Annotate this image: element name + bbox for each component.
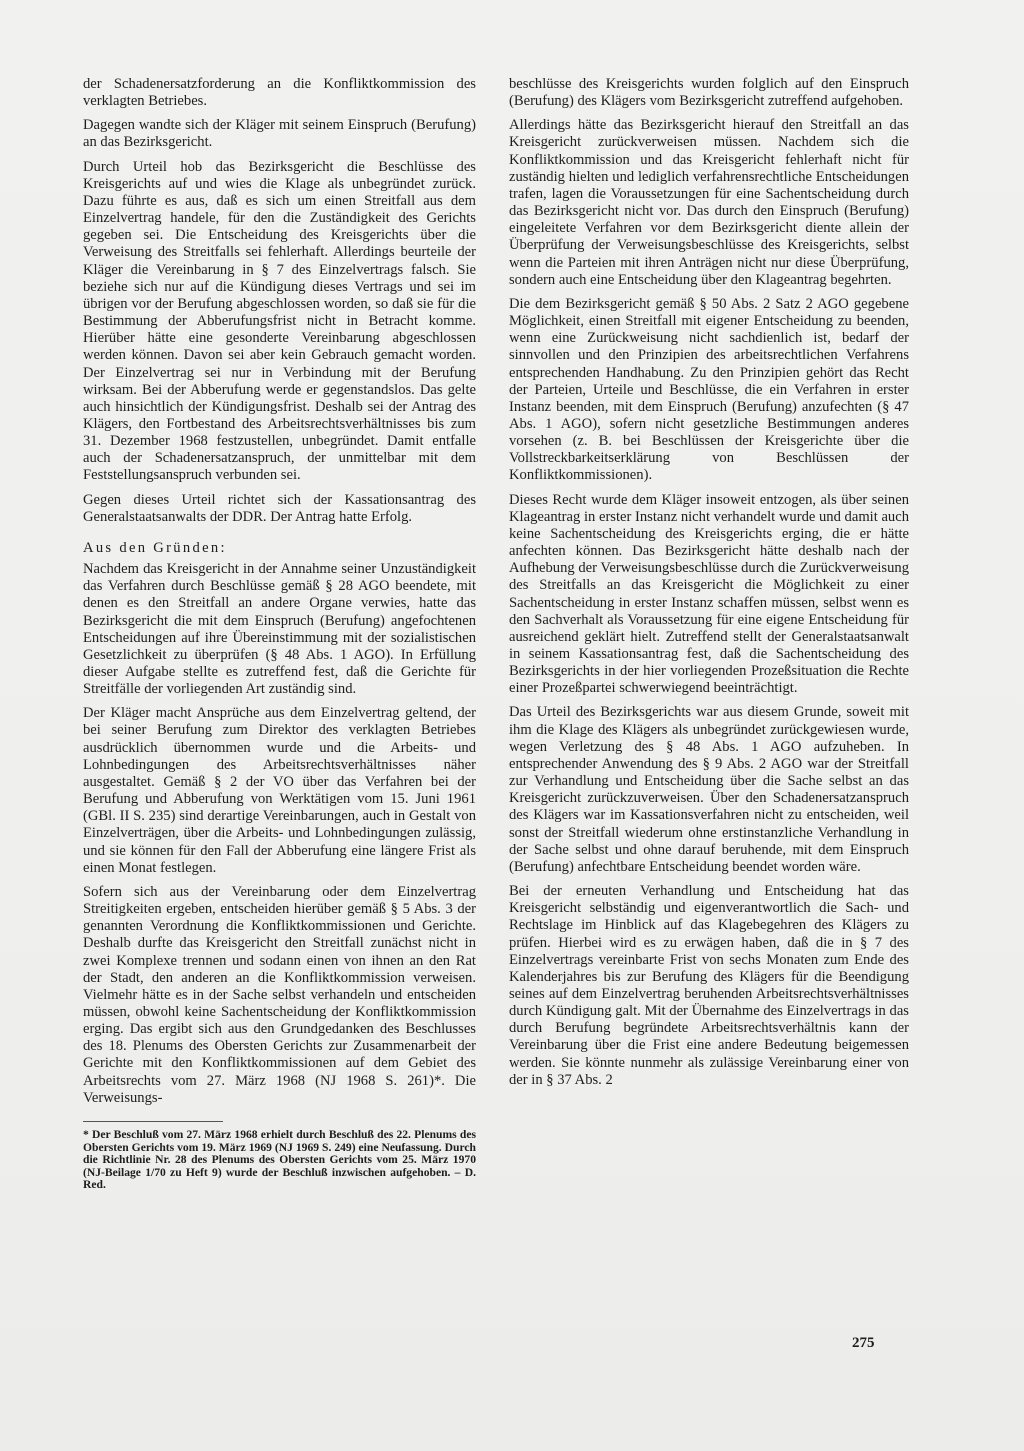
paragraph: Der Kläger macht Ansprüche aus dem Einzelvertrag geltend, der bei seiner Berufung zum Direktor des verklagten Betriebes ausdrücklich übernommen wurde und die Arbeits- und Lohnbedingungen des Arbeitsrechtsverhältnisses näher ausgestaltet. Gemäß § 2 der VO über das Verfahren bei der Berufung und Abberufung von Werktätigen vom 15. Juni 1961 (GBl. II S. 235) sind derartige Vereinbarungen, auch in Gestalt von Einzelverträgen, über die Arbeits- und Lohnbedingungen zulässig, und sie können für den Fall der Abberufung eine längere Frist als einen Monat festlegen. [83, 705, 476, 876]
paragraph: Gegen dieses Urteil richtet sich der Kassationsantrag des Generalstaatsanwalts der DDR. Der Antrag hatte Erfolg. [83, 491, 476, 525]
paragraph: Allerdings hätte das Bezirksgericht hierauf den Streitfall an das Kreisgericht zurückverweisen müssen. Nachdem sich die Konfliktkommission und das Kreisgericht fehlerhaft nicht für zuständig hielten und lediglich verfahrensrechtliche Entscheidungen trafen, lagen die Voraussetzungen für eine Sachentscheidung durch das Bezirksgericht nicht vor. Das durch den Einspruch (Berufung) eingeleitete Verfahren vor dem Bezirksgericht diente allein der Überprüfung der Verweisungsbeschlüsse des Kreisgerichts, selbst wenn die Parteien mit ihren Anträgen nicht nur diese Überprüfung, sondern auch eine Entscheidung über den Klageantrag begehrten. [509, 117, 909, 288]
left-column [83, 76, 476, 1199]
paragraph: Nachdem das Kreisgericht in der Annahme seiner Unzuständigkeit das Verfahren durch Beschlüsse gemäß § 28 AGO beendete, mit denen es den Streitfall an andere Organe verwies, hatte das Bezirksgericht die mit dem Einspruch (Berufung) angefochtenen Entscheidungen auf ihre Übereinstimmung mit der sozialistischen Gesetzlichkeit zu überprüfen (§ 48 Abs. 1 AGO). In Erfüllung dieser Aufgabe stellte es zutreffend fest, daß die Gerichte für Streitfälle der vorliegenden Art zuständig sind. [83, 561, 476, 698]
section-heading: Aus den Gründen: [83, 539, 227, 556]
paragraph: Das Urteil des Bezirksgerichts war aus diesem Grunde, soweit mit ihm die Klage des Klägers als unbegründet zurückgewiesen wurde, wegen Verletzung des § 48 Abs. 1 AGO aufzuheben. In entsprechender Anwendung des § 9 Abs. 2 AGO war der Streitfall zur Verhandlung und Entscheidung über die Sache selbst an das Kreisgericht zurückzuverweisen. Über den Schadenersatzanspruch des Klägers war im Kassationsverfahren nicht zu entscheiden, weil sonst der Streitfall wiederum ohne erstinstanzliche Verhandlung in der Sache selbst und ohne darauf beruhende, mit dem Einspruch (Berufung) anfechtbare Entscheidung beendet worden wäre. [509, 704, 909, 875]
paragraph: Durch Urteil hob das Bezirksgericht die Beschlüsse des Kreisgerichts auf und wies die Klage als unbegründet zurück. Dazu führte es aus, daß es sich um einen Streitfall aus dem Einzelvertrag handele, für den die Zuständigkeit des Gerichts gegeben sei. Die Entscheidung des Kreisgerichts über die Verweisung des Streitfalls sei fehlerhaft. Allerdings beurteile der Kläger die Vereinbarung in § 7 des Einzelvertrags falsch. Sie beziehe sich nur auf die Kündigung dieses Vertrags und sei im übrigen vor der Berufung abgeschlossen worden, so daß sie für die Bestimmung der Abberufungsfrist nicht in Betracht komme. Hierüber hätte eine gesonderte Vereinbarung abgeschlossen werden können. Davon sei aber kein Gebrauch gemacht worden. Der Einzelvertrag sei nur in Verbindung mit der Berufung wirksam. Bei der Abberufung werde er gegenstandslos. Das gelte auch hinsichtlich der Kündigungsfrist. Deshalb sei der Antrag des Klägers, den Fortbestand des Arbeitsrechtsverhältnisses bis zum 31. Dezember 1968 festzustellen, unbegründet. Damit entfalle auch der Schadenersatzanspruch, der unmittelbar mit dem Feststellungsanspruch verbunden sei. [83, 158, 476, 484]
right-column [509, 76, 909, 1096]
page-number: 275 [852, 1335, 875, 1351]
paragraph: Die dem Bezirksgericht gemäß § 50 Abs. 2 Satz 2 AGO gegebene Möglichkeit, einen Streitfall mit eigener Entscheidung zu beenden, wenn eine Zurückweisung nicht sachdienlich ist, bedarf der sinnvollen und den Prinzipien des arbeitsrechtlichen Verfahrens entsprechenden Handhabung. Zu den Prinzipien gehört das Recht der Parteien, Urteile und Beschlüsse, die ein Verfahren in erster Instanz beenden, mit dem Einspruch (Berufung) anzufechten (§ 47 Abs. 1 AGO), sofern nicht gesetzliche Bestimmungen anderes vorsehen (z. B. bei Beschlüssen der Kreisgerichte über die Vollstreckbarkeitserklärung von Beschlüssen der Konfliktkommissionen). [509, 295, 909, 484]
paragraph: Dieses Recht wurde dem Kläger insoweit entzogen, als über seinen Klageantrag in erster Instanz nicht verhandelt wurde und damit auch keine Sachentscheidung des Kreisgerichts erging, die er hätte anfechten können. Das Bezirksgericht hätte deshalb nach der Aufhebung der Verweisungsbeschlüsse durch die Zurückverweisung des Streitfalls an das Kreisgericht die Möglichkeit zu einer Sachentscheidung in erster Instanz schaffen müssen, selbst wenn es den Sachverhalt als Voraussetzung für eine eigene Entscheidung für ausreichend geklärt hielt. Zutreffend stellt der Generalstaatsanwalt in seinem Kassationsantrag fest, daß die Sachentscheidung des Bezirksgerichts in der hier vorliegenden Prozeßsituation die Rechte einer Prozeßpartei schwerwiegend beeinträchtigt. [509, 491, 909, 697]
paragraph: Bei der erneuten Verhandlung und Entscheidung hat das Kreisgericht selbständig und eigenverantwortlich die Sach- und Rechtslage im Hinblick auf das Klagebegehren des Klägers zu prüfen. Hierbei wird es zu erwägen haben, daß die in § 7 des Einzelvertrags vereinbarte Frist von sechs Monaten zum Ende des Kalenderjahres bis zur Berufung des Klägers für die Beendigung seines auf dem Einzelvertrag beruhenden Arbeitsrechtsverhältnisses durch Kündigung galt. Mit der Übernahme des Einzelvertrags in das durch Berufung begründete Arbeitsrechtsverhältnis kann der Vereinbarung über die Frist eine andere Bedeutung beigemessen werden. Sie könnte nunmehr als zulässige Vereinbarung einer von der in § 37 Abs. 2 [509, 883, 909, 1088]
paragraph: Sofern sich aus der Vereinbarung oder dem Einzelvertrag Streitigkeiten ergeben, entscheiden hierüber gemäß § 5 Abs. 3 der genannten Verordnung die Konfliktkommissionen und Gerichte. Deshalb durfte das Kreisgericht den Streitfall zunächst nicht in zwei Komplexe trennen und sodann einen von ihnen an den Rat der Stadt, den anderen an die Konfliktkommission verweisen. Vielmehr hätte es in der Sache selbst verhandeln und entscheiden müssen, obwohl keine Sachentscheidung der Konfliktkommission erging. Das ergibt sich aus den Grundgedanken des Beschlusses des 18. Plenums des Obersten Gerichts zur Zusammenarbeit der Gerichte mit den Konfliktkommissionen auf dem Gebiet des Arbeitsrechts vom 27. März 1968 (NJ 1968 S. 261)*. Die Verweisungs- [83, 883, 476, 1106]
footnote-divider [83, 1121, 223, 1122]
paragraph: Dagegen wandte sich der Kläger mit seinem Einspruch (Berufung) an das Bezirksgericht. [83, 117, 476, 151]
paragraph: beschlüsse des Kreisgerichts wurden folglich auf den Einspruch (Berufung) des Klägers vom Bezirksgericht zutreffend aufgehoben. [509, 76, 909, 110]
footnote: * Der Beschluß vom 27. März 1968 erhielt durch Beschluß des 22. Plenums des Obersten Gerichts vom 19. März 1969 (NJ 1969 S. 249) eine Neufassung. Durch die Richtlinie Nr. 28 des Plenums des Obersten Gerichts vom 25. März 1970 (NJ-Beilage 1/70 zu Heft 9) wurde der Beschluß inzwischen aufgehoben. – D. Red. [83, 1127, 476, 1192]
paragraph: der Schadenersatzforderung an die Konfliktkommission des verklagten Betriebes. [83, 76, 476, 110]
